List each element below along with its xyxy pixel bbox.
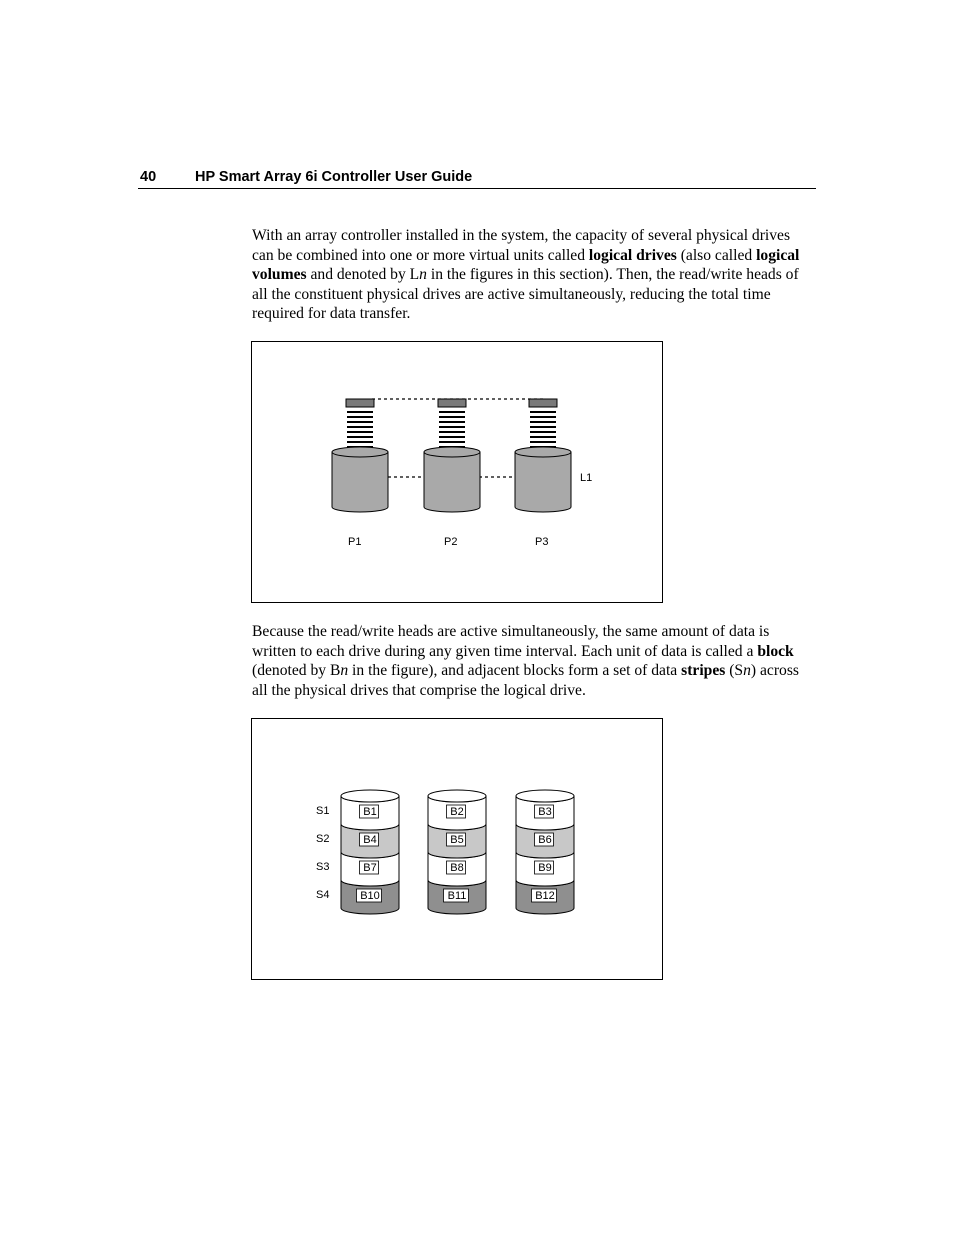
logical-drive-label: L1 [580,472,593,484]
read-write-head [346,399,374,407]
drive-top [341,790,399,802]
head-arm-lines [439,412,465,447]
block-label-b10: B10 [360,890,380,902]
text-run: ) across all the physical drives that comprise the logical drive. [252,662,799,699]
head-arm-lines [347,412,373,447]
data-stripes-diagram [252,719,662,979]
physical-drive-p2 [424,399,480,512]
head-arm-lines [530,412,556,447]
text-run: in the figures in this section). Then, the read/write heads of all the constituent physical drives are active simultaneously, reducing the total time required for data transfer. [252,266,799,323]
block-label-b11: B11 [447,890,467,902]
striped-drive-1 [341,790,399,914]
block-label-b9: B9 [538,862,552,874]
physical-drive-p1 [332,399,388,512]
block-label-b5: B5 [450,834,464,846]
physical-drive-p3 [515,399,571,512]
stripe-label-s3: S3 [316,861,330,873]
block-label-b7: B7 [363,862,377,874]
italic-n: n [743,662,751,680]
logical-drive-diagram [252,342,662,602]
text-run: (also called [676,246,757,264]
text-run: Because the read/write heads are active simultaneously, the same amount of data is written to each drive during any given time interval. Each unit of data is called a [252,623,770,660]
page-number: 40 [140,169,157,185]
striped-drive-3 [516,790,574,914]
italic-n: n [419,266,427,284]
read-write-head [438,399,466,407]
stripes-figure [251,718,663,980]
drive-label-p1: P1 [348,536,362,548]
block-label-b8: B8 [450,862,464,874]
text-run: With an array controller installed in the system, the capacity of several physical drives can be combined into one or more virtual units called [252,227,791,264]
block-label-b3: B3 [538,806,552,818]
logical-drive-figure [251,341,663,603]
stripe-label-s4: S4 [316,889,330,901]
term-block: block [757,642,794,660]
striped-drive-2 [428,790,486,914]
term-logical-volumes: logical volumes [252,246,800,284]
page-header [138,168,816,189]
read-write-head [529,399,557,407]
block-label-b1: B1 [363,806,377,818]
block-label-b2: B2 [450,806,464,818]
stripe-label-s1: S1 [316,805,330,817]
drive-top [428,790,486,802]
block-label-b4: B4 [363,834,377,846]
drive-top [516,790,574,802]
italic-n: n [340,662,349,680]
text-run: (S [725,662,744,680]
text-run: and denoted by L [306,266,420,284]
text-run: (denoted by B [252,662,341,680]
drive-label-p3: P3 [535,536,549,548]
block-stripe-paragraph [252,622,812,700]
drive-label-p2: P2 [444,536,458,548]
term-logical-drives: logical drives [588,246,677,264]
term-stripes: stripes [681,662,726,680]
block-label-b12: B12 [535,890,555,902]
header-title: HP Smart Array 6i Controller User Guide [195,169,473,185]
intro-paragraph [252,226,812,324]
stripe-label-s2: S2 [316,833,330,845]
block-label-b6: B6 [538,834,552,846]
text-run: in the figure), and adjacent blocks form a set of data [348,662,682,680]
